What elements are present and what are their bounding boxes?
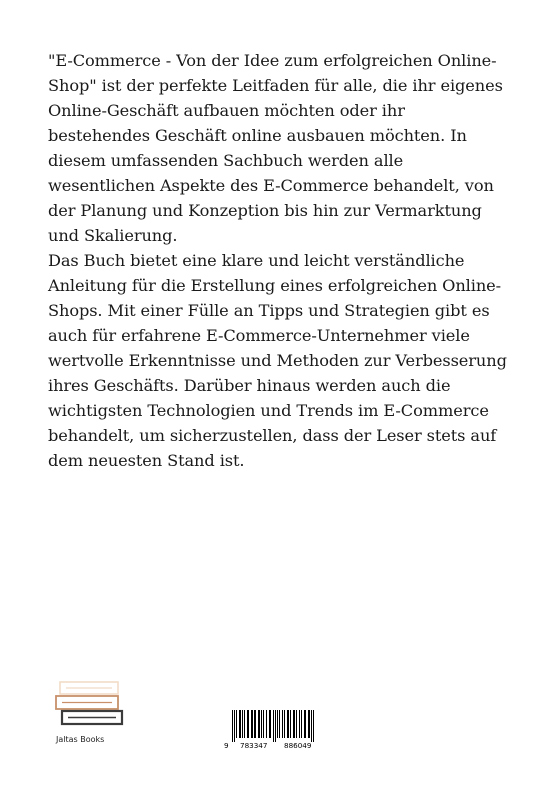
barcode-bar xyxy=(308,710,310,738)
isbn-barcode xyxy=(224,710,334,752)
barcode-bar xyxy=(277,710,278,738)
barcode-bar xyxy=(299,710,300,738)
barcode-bar xyxy=(290,710,291,738)
barcode-digit-first: 9 xyxy=(224,741,229,750)
barcode-bar xyxy=(244,710,245,738)
barcode-bar xyxy=(282,710,283,738)
back-cover-blurb xyxy=(48,48,510,473)
barcode-bar xyxy=(275,710,276,742)
barcode-group-right: 886049 xyxy=(284,741,312,750)
barcode-group-left: 783347 xyxy=(240,741,268,750)
barcode-bar xyxy=(266,710,267,738)
barcode-bar xyxy=(304,710,306,738)
barcode-bar xyxy=(251,710,253,738)
barcode-bar xyxy=(242,710,243,738)
barcode-bar xyxy=(232,710,233,742)
barcode-bar xyxy=(313,710,314,742)
barcode-bar xyxy=(254,710,256,738)
barcode-bar xyxy=(296,710,297,738)
publisher-name: Jaltas Books xyxy=(56,735,105,744)
barcode-bar xyxy=(236,710,237,738)
barcode-bar xyxy=(287,710,289,738)
barcode-bar xyxy=(269,710,271,738)
barcode-bar xyxy=(261,710,262,738)
barcode-bar xyxy=(263,710,264,738)
barcode-bar xyxy=(311,710,312,742)
barcode-bar xyxy=(279,710,280,738)
publisher-logo xyxy=(52,672,134,744)
barcode-bar xyxy=(239,710,241,738)
barcode-bar xyxy=(293,710,295,738)
barcode-bar xyxy=(284,710,285,738)
barcode-bar xyxy=(273,710,274,742)
barcode-bar xyxy=(247,710,249,738)
barcode-bar xyxy=(234,710,235,742)
barcode-bar xyxy=(301,710,302,738)
blurb-paragraph-2: Das Buch bietet eine klare und leicht verständliche Anleitung für die Erstellung eines erfolgreichen Online-Shops. Mit einer Fülle an Tipps und Strategien gibt es auch für erfahrene E-Commerce-Unternehmer viele wertvolle Erkenntnisse und Methoden zur Verbesserung ihres Geschäfts. Darüber hinaus werden auch die wichtigsten Technologien und Trends im E-Commerce behandelt, um sicherzustellen, dass der Leser stets auf dem neuesten Stand ist. xyxy=(48,251,507,470)
blurb-paragraph-1: "E-Commerce - Von der Idee zum erfolgreichen Online-Shop" ist der perfekte Leitfaden für alle, die ihr eigenes Online-Geschäft aufbauen möchten oder ihr bestehendes Geschäft online ausbauen möchten. In diesem umfassenden Sachbuch werden alle wesentlichen Aspekte des E-Commerce behandelt, von der Planung und Konzeption bis hin zur Vermarktung und Skalierung. xyxy=(48,51,503,245)
stacked-books-icon xyxy=(52,672,134,734)
barcode-bar xyxy=(258,710,260,738)
barcode-bars xyxy=(230,710,330,742)
